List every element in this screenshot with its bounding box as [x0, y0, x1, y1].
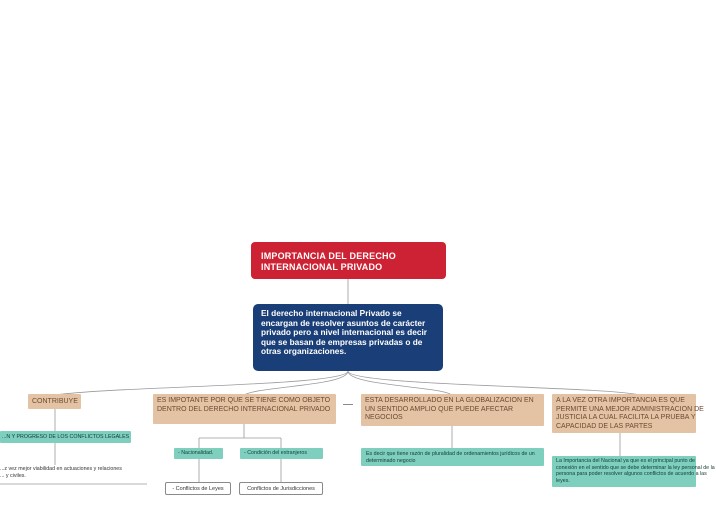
branch-globalizacion-label: ESTA DESARROLLADO EN LA GLOBALIZACION EN UN SENTIDO AMPLIO QUE PUEDE AFECTAR NEGOCIOS [365, 397, 534, 421]
branch-contribuye[interactable] [28, 394, 81, 409]
objeto-conflictos-leyes-label: - Conflictos de Leyes [172, 486, 224, 492]
objeto-child-nacionalidad-label: - Nacionalidad. [178, 450, 214, 456]
root-topic-title: IMPORTANCIA DEL DERECHO INTERNACIONAL PRIVADO [261, 251, 396, 272]
contribuye-child-label: ...N Y PROGRESO DE LOS CONFLICTOS LEGALES [2, 434, 130, 440]
root-topic[interactable] [251, 242, 446, 279]
contribuye-child[interactable] [0, 431, 131, 443]
objeto-conflictos-jurisdicciones-label: Conflictos de Jurisdicciones [247, 486, 315, 492]
objeto-child-extranjeros[interactable] [240, 448, 323, 459]
branch-globalizacion[interactable] [361, 394, 544, 426]
branch-contribuye-label: CONTRIBUYE [32, 398, 78, 405]
contribuye-grandchild-line2: ... y civiles. [0, 473, 26, 479]
objeto-conflictos-leyes[interactable] [165, 482, 231, 495]
objeto-child-nacionalidad[interactable] [174, 448, 223, 459]
branch-importancia[interactable] [552, 394, 704, 433]
connector-main-contribuye [55, 371, 348, 395]
branch-importancia-label: A LA VEZ OTRA IMPORTANCIA ES QUE PERMITE UNA MEJOR ADMINISTRACION DE JUSTICIA LA CUAL FACILITA LA PRUEBA Y CAPACIDAD DE LAS PARTES [556, 397, 704, 430]
main-topic-text: El derecho internacional Privado se encargan de resolver asuntos de carácter privado pero a nivel internacional es decir que se basan de empresas privadas o de otras organizaciones. [261, 308, 427, 357]
importancia-child[interactable] [552, 456, 715, 487]
collapse-toggle[interactable] [343, 404, 353, 405]
contribuye-grandchild[interactable] [0, 466, 146, 483]
branch-objeto[interactable] [153, 394, 336, 424]
connector-main-objeto [244, 371, 348, 395]
connector-main-importancia [348, 371, 640, 395]
contribuye-grandchild-line1: ...z vez mejor viabilidad en actuaciones y relaciones [0, 466, 122, 472]
globalizacion-child-label: Es decir que tiene razón de pluralidad de ordenamientos jurídicos de un determinado negocio [366, 451, 535, 464]
main-topic[interactable] [253, 304, 443, 371]
branch-objeto-label: ES IMPOTANTE POR QUE SE TIENE COMO OBJETO DENTRO DEL DERECHO INTERNACIONAL PRIVADO [157, 397, 331, 413]
importancia-child-label: La Importancia del Nacional ya que es el principal punto de conexión en el sentido que se debe determinar la ley personal de la persona para poder resolver algunos conflictos de acuerdo a las leyes. [556, 458, 715, 484]
globalizacion-child[interactable] [361, 448, 544, 466]
objeto-conflictos-jurisdicciones[interactable] [239, 482, 323, 495]
objeto-child-extranjeros-label: - Condición del extranjeros [244, 450, 308, 456]
